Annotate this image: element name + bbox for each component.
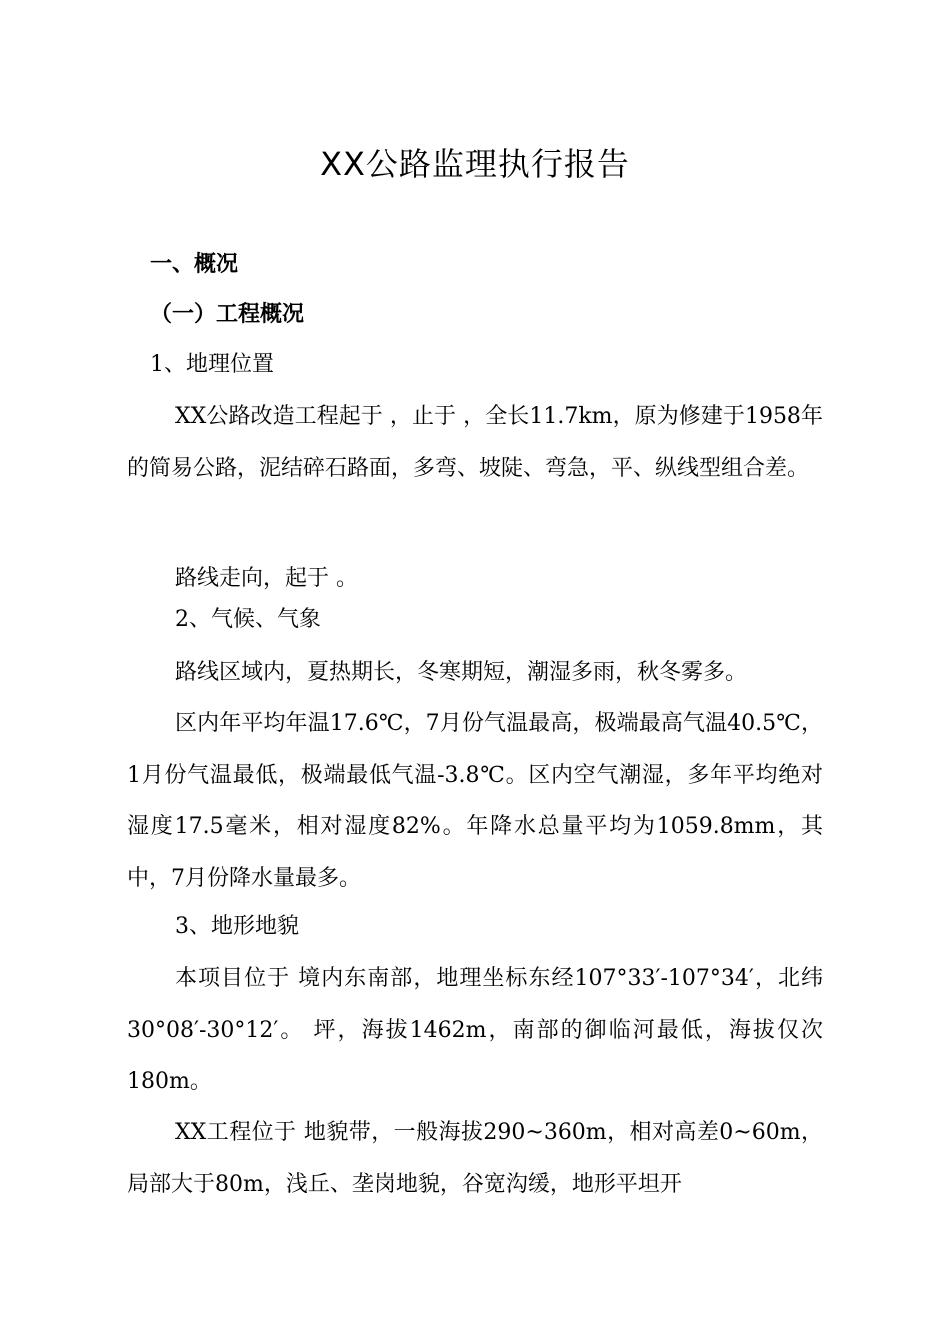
paragraph-terrain-details: XX工程位于 地貌带，一般海拔290~360m，相对高差0~60m，局部大于80m，浅丘、垄岗地貌，谷宽沟缓，地形平坦开: [127, 1120, 823, 1197]
paragraph-climate-details: 区内年平均年温17.6℃，7月份气温最高，极端最高气温40.5℃，1月份气温最低，极端最低气温-3.8℃。区内空气潮湿，多年平均绝对湿度17.5毫米，相对湿度82%。年降水总量平均为1059.8mm，其中，7月份降水量最多。: [127, 711, 823, 891]
subsection-heading-project-overview: （一）工程概况: [150, 302, 305, 327]
item-heading-terrain: 3、地形地貌: [175, 914, 299, 939]
paragraph-project-description: XX公路改造工程起于 ，止于 ，全长11.7km，原为修建于1958年的简易公路，泥结碎石路面，多弯、坡陡、弯急，平、纵线型组合差。: [127, 404, 823, 481]
paragraph-terrain-location: 本项目位于 境内东南部，地理坐标东经107°33′-107°34′，北纬30°08′-30°12′。 坪，海拔1462m，南部的御临河最低，海拔仅次180m。: [127, 966, 823, 1094]
item-heading-climate: 2、气候、气象: [175, 607, 321, 632]
paragraph-climate-summary: 路线区域内，夏热期长，冬寒期短，潮湿多雨，秋冬雾多。: [175, 660, 748, 685]
section-heading-overview: 一、概况: [150, 252, 239, 277]
document-title: XX公路监理执行报告: [320, 145, 630, 183]
paragraph-route-direction: 路线走向，起于 。: [175, 566, 358, 591]
item-heading-location: 1、地理位置: [150, 352, 274, 377]
